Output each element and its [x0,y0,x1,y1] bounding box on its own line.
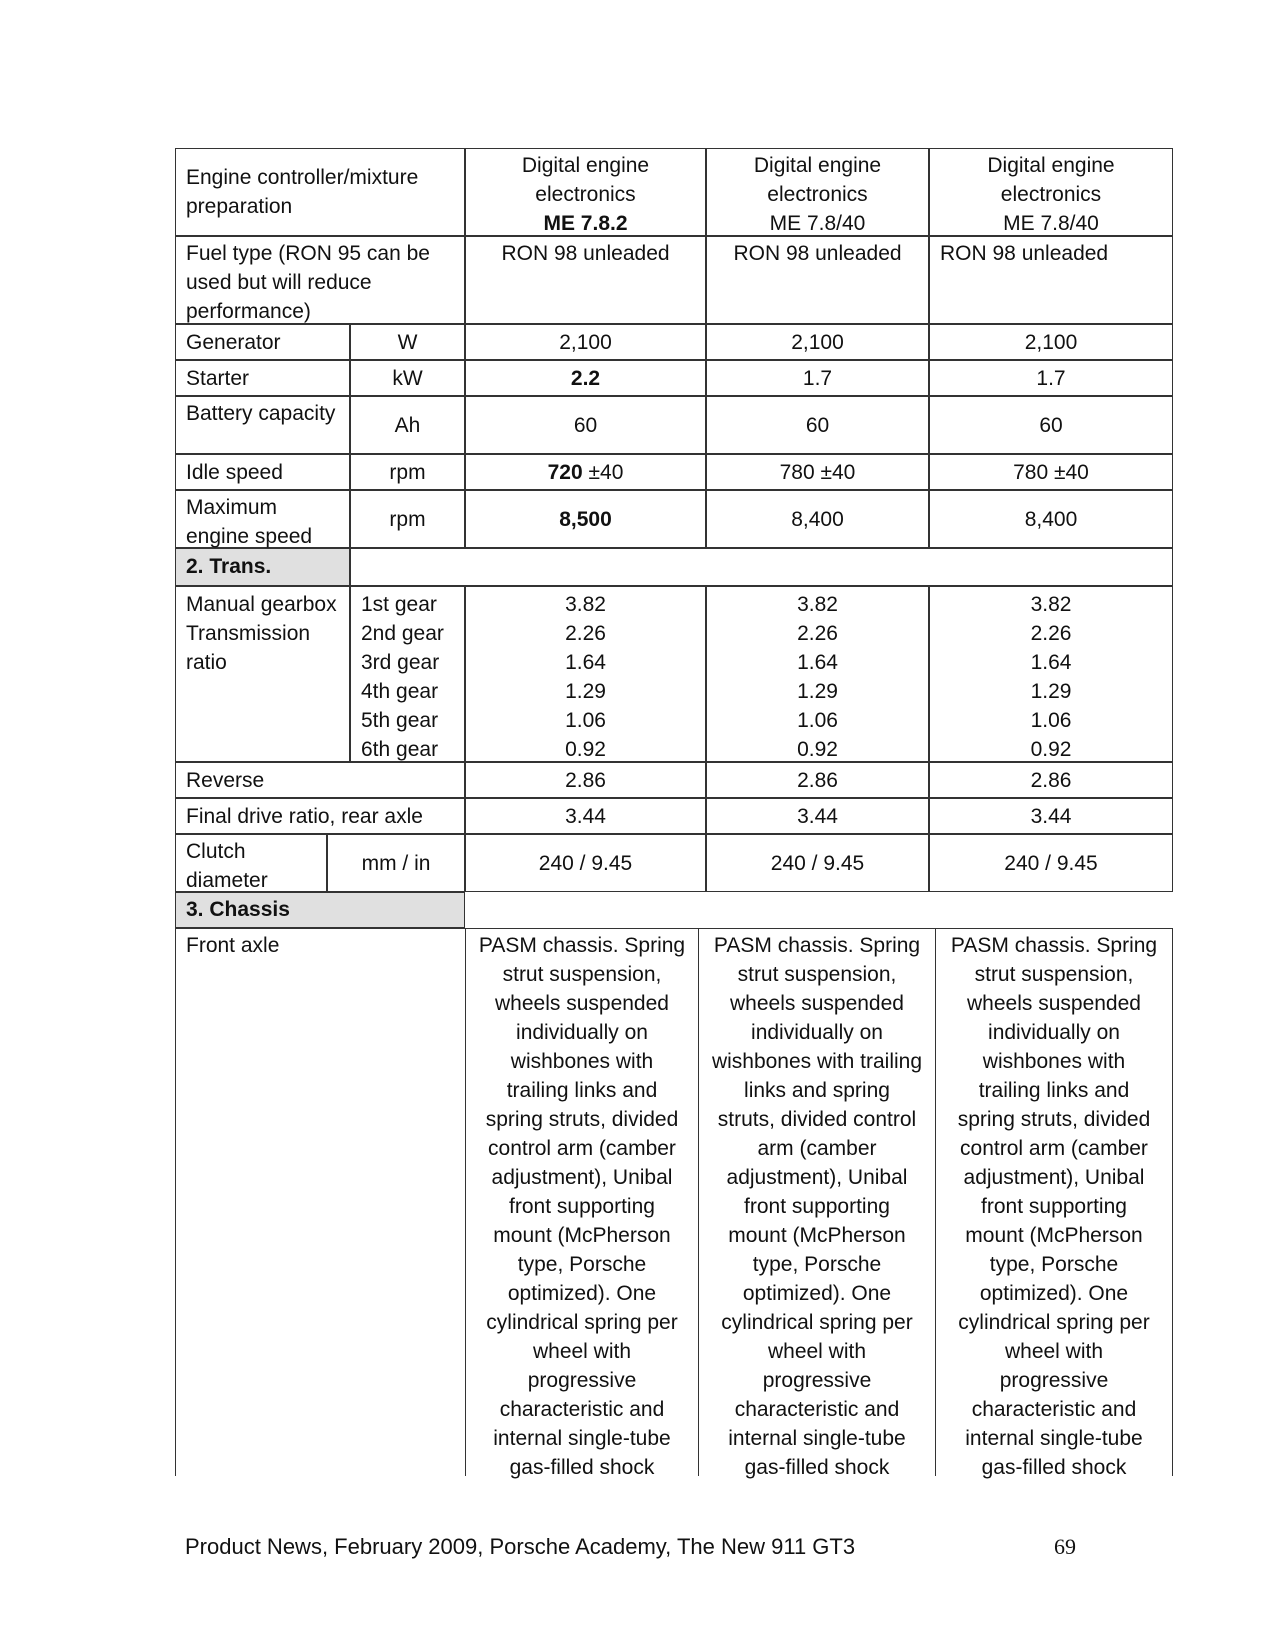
cell-line: gas-filled shock [981,1456,1127,1479]
table-row [175,396,1173,454]
cell-line: optimized). One [507,1282,657,1305]
table-row [175,360,1173,396]
unit-cell: kW [350,360,465,396]
value-cell [929,148,1173,236]
row-label: Idle speed [175,454,350,490]
gear-ratio: 3.82 [797,593,838,616]
cell-line: individually on [751,1021,883,1044]
gear-ratio: 1.06 [797,709,838,732]
table-row [175,324,1173,360]
gear-ratio: 3.82 [1030,593,1072,616]
unit-cell: rpm [350,490,465,548]
cell-line: progressive [999,1369,1109,1392]
row-label: Final drive ratio, rear axle [175,798,465,834]
value-cell [465,454,706,490]
cell-line: strut suspension, [737,963,897,986]
gear-ratio: 0.92 [1030,738,1072,761]
value-cell: 780 ±40 [929,454,1173,490]
value-cell: 2.2 [465,360,706,396]
value-cell: 2,100 [465,324,706,360]
cell-line: spring struts, divided [957,1108,1151,1131]
value-cell: 3.44 [929,798,1173,834]
cell-line: optimized). One [979,1282,1129,1305]
gear-ratio: 2.26 [565,622,606,645]
cell-line: wheel with [767,1340,867,1363]
gear-label: 4th gear [361,680,439,703]
value-cell [706,148,929,236]
row-label: Fuel type (RON 95 can be used but will reduce performance) [175,236,465,324]
cell-line: cylindrical spring per [486,1311,678,1334]
gear-ratio: 1.06 [1030,709,1072,732]
cell-line: control arm (camber [488,1137,676,1160]
cell-line: adjustment), Unibal [726,1166,908,1189]
value-cell: 240 / 9.45 [929,834,1173,892]
cell-line: electronics [767,183,868,206]
value-cell: 1.7 [706,360,929,396]
value-cell: 1.7 [929,360,1173,396]
gear-label: 6th gear [361,738,439,761]
row-label: Generator [175,324,350,360]
gear-ratio: 0.92 [565,738,606,761]
cell-line: optimized). One [742,1282,892,1305]
row-label: Maximum engine speed [175,490,350,548]
page-footer: Product News, February 2009, Porsche Academy, The New 911 GT3 [185,1534,856,1559]
unit-cell: mm / in [327,834,465,892]
value-cell [706,586,929,762]
cell-line: wheel with [1004,1340,1104,1363]
gear-ratio: 1.29 [797,680,838,703]
table-row [175,586,1173,762]
gear-ratio: 1.64 [565,651,606,674]
table-row [175,454,1173,490]
value-cell: 2.86 [706,762,929,798]
cell-line: spring struts, divided [485,1108,679,1131]
value-bold: 720 [547,460,583,484]
cell-line: front supporting [744,1195,890,1218]
cell-line: trailing links and [978,1079,1130,1102]
gear-ratio: 0.92 [797,738,838,761]
spec-table [175,148,1173,1479]
cell-line: gas-filled shock [509,1456,655,1479]
table-row [175,490,1173,548]
table-row [175,148,1173,236]
cell-line: wheel with [532,1340,632,1363]
cell-line: characteristic and [499,1398,665,1421]
value-cell: RON 98 unleaded [929,236,1173,324]
cell-line: trailing links and [506,1079,658,1102]
table-row [175,798,1173,834]
cell-line: internal single-tube [728,1427,906,1450]
value-cell [465,586,706,762]
table-row [175,548,1173,586]
cell-line: individually on [516,1021,648,1044]
value-cell: 60 [929,396,1173,454]
gear-label: 5th gear [361,709,439,732]
gear-ratio: 1.06 [565,709,606,732]
cell-line: control arm (camber [960,1137,1148,1160]
value-cell: 60 [706,396,929,454]
gear-ratio: 1.64 [1030,651,1072,674]
row-label: Reverse [175,762,465,798]
cell-line: ME 7.8.2 [543,212,628,235]
section-spacer [350,548,1173,586]
cell-line: Digital engine [987,154,1115,177]
cell-line: links and spring [744,1079,890,1102]
gear-ratio: 2.26 [1030,622,1072,645]
gear-label: 2nd gear [361,622,444,645]
row-label [175,586,350,762]
value-cell: 2,100 [706,324,929,360]
cell-line: wheels suspended [730,992,904,1015]
table-row [175,892,1173,928]
gear-ratio: 1.29 [1030,680,1072,703]
page-number: 69 [1054,1534,1076,1559]
value-cell: 8,400 [929,490,1173,548]
cell-line: wishbones with [510,1050,654,1073]
cell-line: Digital engine [753,154,882,177]
table-row [175,762,1173,798]
cell-line: electronics [1000,183,1102,206]
cell-line: gas-filled shock [744,1456,890,1479]
gear-label: 1st gear [361,593,437,616]
value-cell [929,586,1173,762]
cell-line: mount (McPherson [493,1224,671,1247]
cell-line: individually on [988,1021,1120,1044]
gear-ratio: 3.82 [565,593,606,616]
cell-line: arm (camber [757,1137,877,1160]
row-label: Battery capacity [175,396,350,454]
cell-line: wishbones with trailing [711,1050,923,1073]
cell-line: electronics [535,183,636,206]
label-line: Manual gearbox [186,593,337,616]
value-cell: 240 / 9.45 [706,834,929,892]
row-label: Front axle [175,928,465,1476]
cell-line: front supporting [509,1195,655,1218]
unit-cell: W [350,324,465,360]
value-cell: 2.86 [929,762,1173,798]
section-heading: 3. Chassis [175,892,465,928]
gear-list [350,586,465,762]
gear-ratio: 2.26 [797,622,838,645]
value-cell [465,148,706,236]
cell-line: mount (McPherson [728,1224,906,1247]
cell-line: type, Porsche [752,1253,882,1276]
cell-line: characteristic and [971,1398,1137,1421]
cell-line: progressive [527,1369,637,1392]
cell-line: progressive [762,1369,872,1392]
value-cell: 60 [465,396,706,454]
unit-cell: Ah [350,396,465,454]
cell-line: PASM chassis. Spring [478,934,686,957]
value-cell: 780 ±40 [706,454,929,490]
cell-line: adjustment), Unibal [491,1166,673,1189]
row-label: Starter [175,360,350,396]
cell-line: ME 7.8/40 [1003,212,1099,235]
cell-line: cylindrical spring per [958,1311,1150,1334]
cell-line: wheels suspended [967,992,1141,1015]
gear-ratio: 1.29 [565,680,606,703]
cell-line: Digital engine [521,154,650,177]
cell-line: wheels suspended [495,992,669,1015]
cell-line: front supporting [981,1195,1127,1218]
cell-line: type, Porsche [517,1253,647,1276]
gear-label: 3rd gear [361,651,440,674]
cell-line: struts, divided control [717,1108,917,1131]
unit-cell: rpm [350,454,465,490]
label-line: ratio [186,651,227,674]
cell-line: strut suspension, [502,963,662,986]
value-tolerance: ±40 [582,460,624,484]
value-cell [936,928,1173,1479]
cell-line: strut suspension, [974,963,1134,986]
cell-line: ME 7.8/40 [769,212,866,235]
value-cell: 8,500 [465,490,706,548]
cell-line: characteristic and [734,1398,900,1421]
table-row [175,928,1173,1479]
value-cell: 8,400 [706,490,929,548]
value-cell: RON 98 unleaded [465,236,706,324]
cell-line: mount (McPherson [965,1224,1143,1247]
cell-line: PASM chassis. Spring [713,934,921,957]
cell-line: PASM chassis. Spring [950,934,1158,957]
value-cell: 3.44 [465,798,706,834]
value-cell: 240 / 9.45 [465,834,706,892]
cell-line: cylindrical spring per [721,1311,913,1334]
value-cell: RON 98 unleaded [706,236,929,324]
value-cell: 3.44 [706,798,929,834]
table-row [175,236,1173,324]
value-cell [699,928,936,1479]
value-cell: 2,100 [929,324,1173,360]
cell-line: type, Porsche [989,1253,1119,1276]
row-label: Engine controller/mixture preparation [175,148,465,236]
section-heading: 2. Trans. [175,548,350,586]
label-line: Transmission [186,622,311,645]
value-cell [465,928,699,1479]
gear-ratio: 1.64 [797,651,838,674]
cell-line: internal single-tube [493,1427,671,1450]
cell-line: internal single-tube [965,1427,1143,1450]
cell-line: wishbones with [982,1050,1126,1073]
row-label: Clutch diameter [175,834,327,892]
table-row [175,834,1173,892]
cell-line: adjustment), Unibal [963,1166,1145,1189]
value-cell: 2.86 [465,762,706,798]
